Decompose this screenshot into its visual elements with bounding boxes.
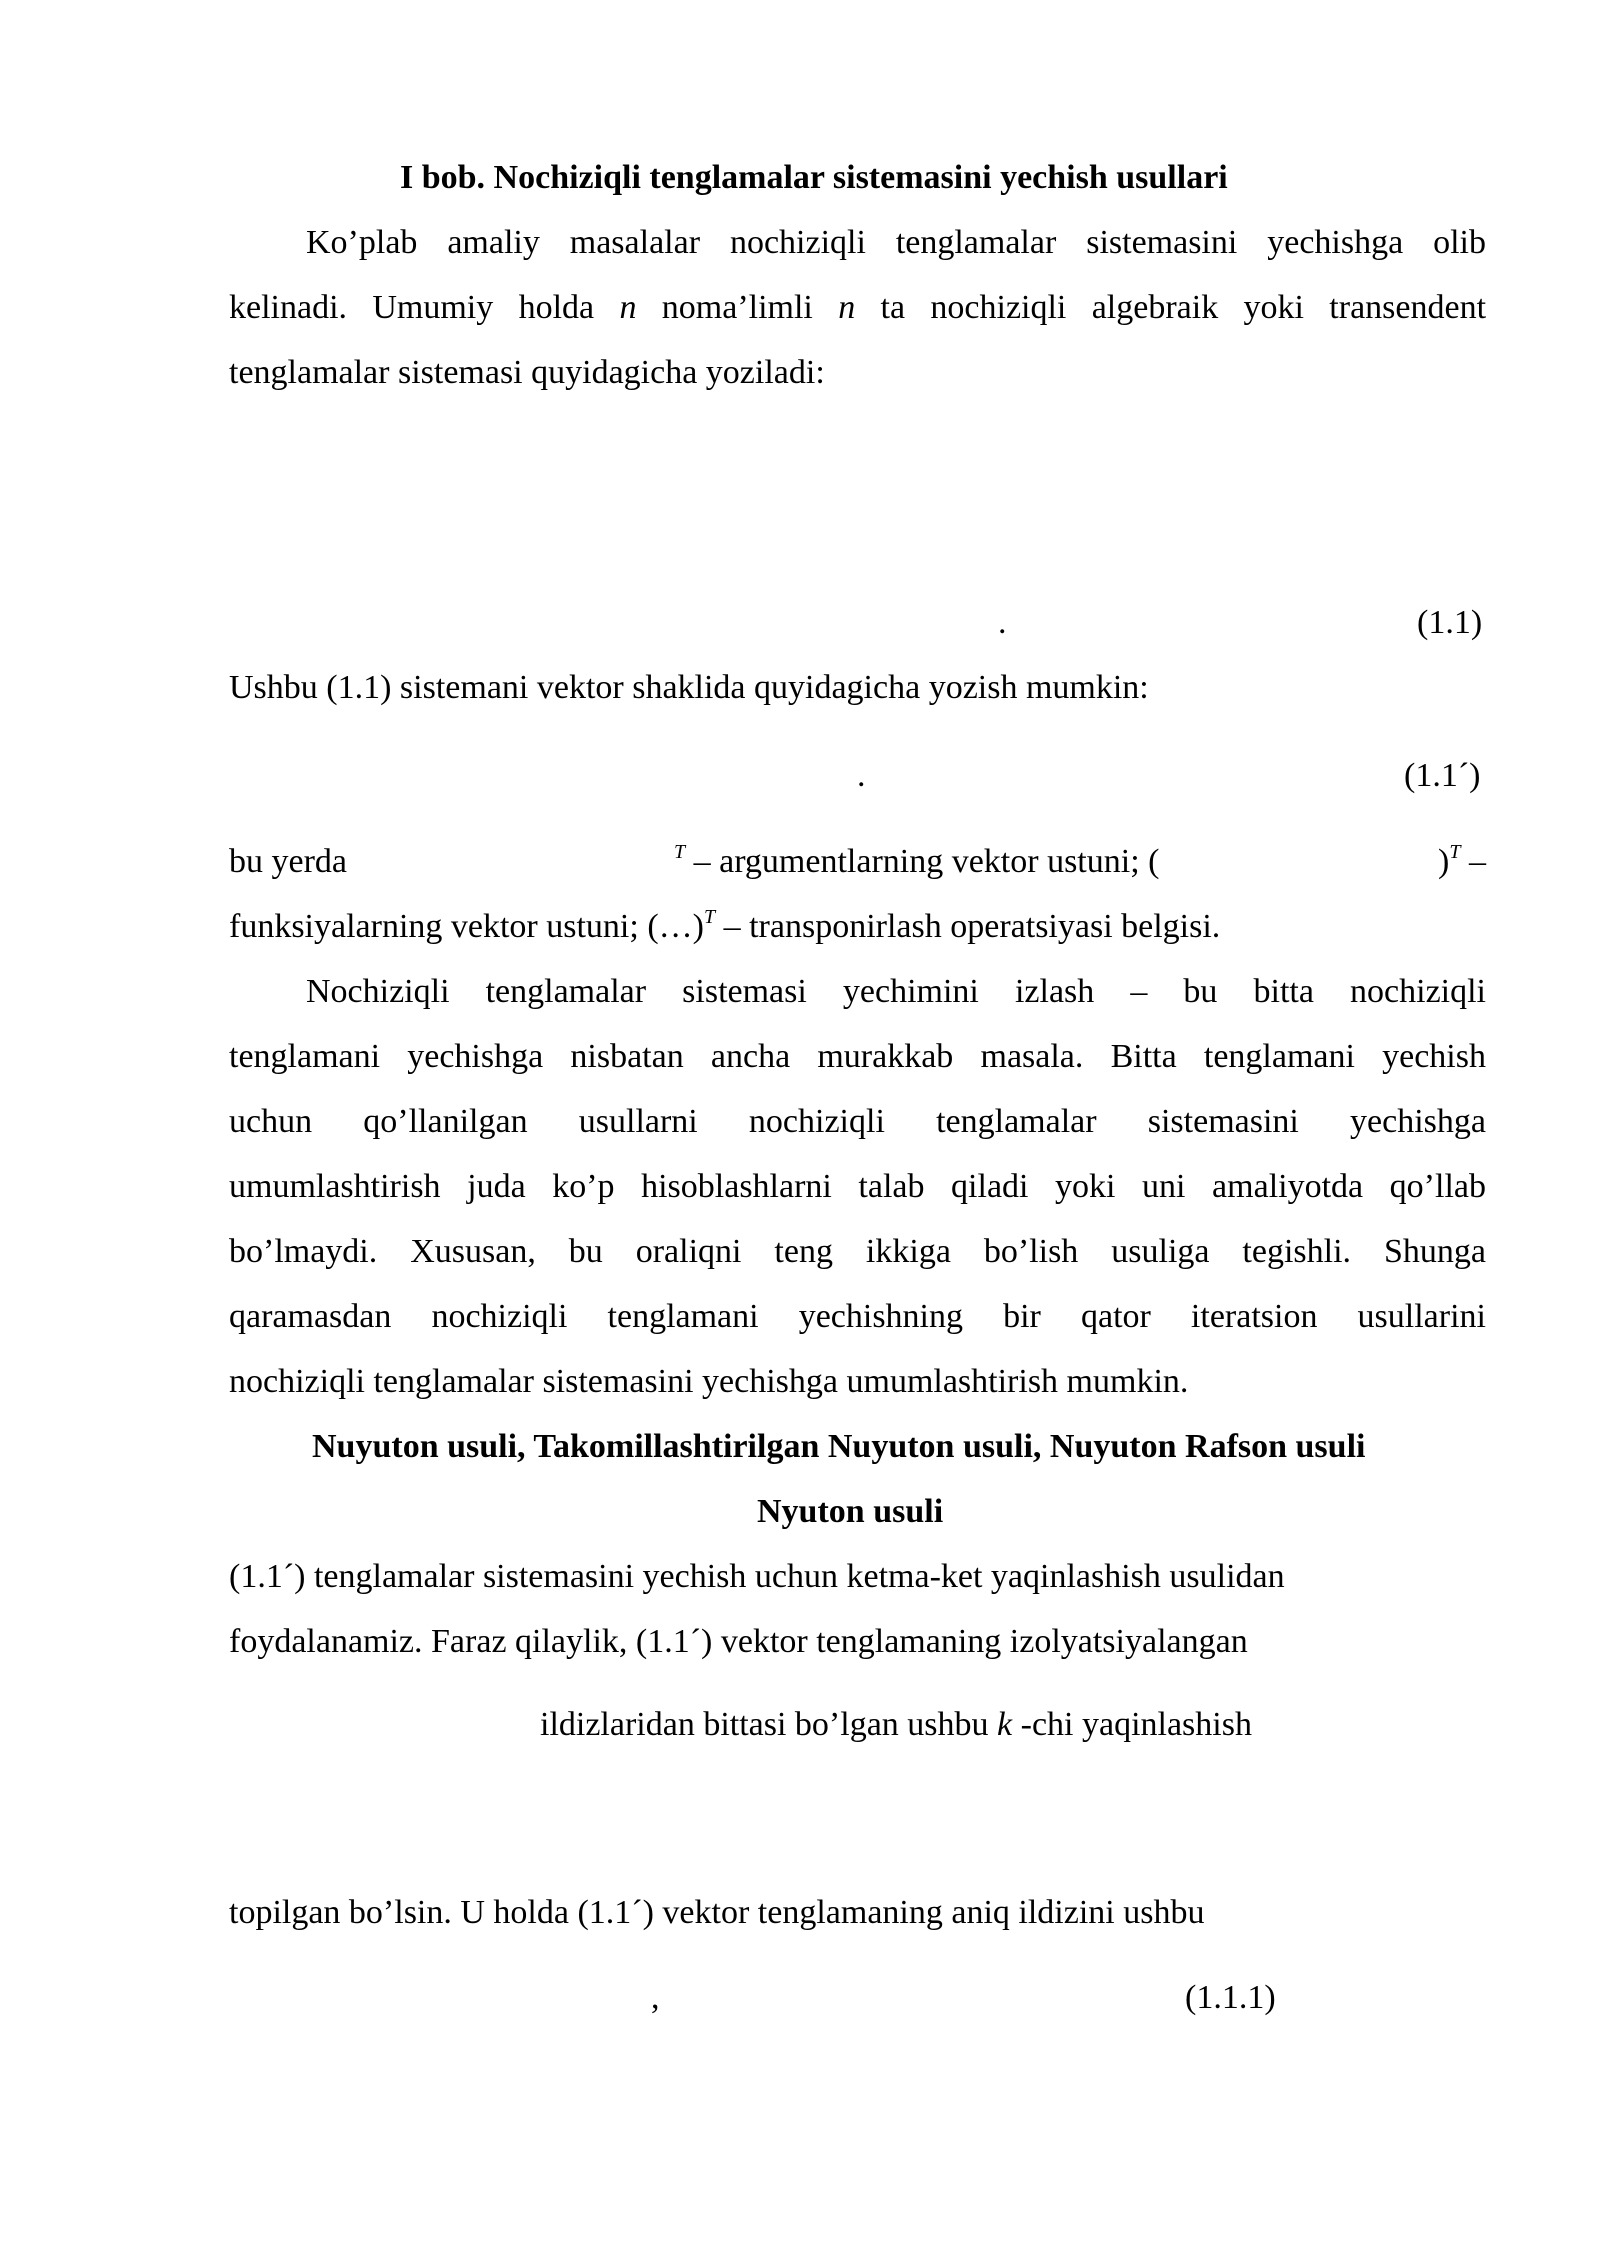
function-vector-end: )$^T$ – [1438,841,1486,880]
var-k: k [997,1706,1013,1743]
para2-line-6: qaramasdan nochiziqli tenglamani yechishning bir qator iteratsion usullarini [229,1298,1486,1335]
equation-number-1-1: (1.1) [1417,604,1483,641]
equation-number-1-1-1: (1.1.1) [1185,1979,1276,2016]
para2-line-3: uchun qo’llanilgan usullarni nochiziqli tenglamalar sistemasini yechishga [229,1103,1486,1140]
section-title: Nuyuton usuli, Takomillashtirilgan Nuyuton usuli, Nuyuton Rafson usuli [312,1428,1366,1465]
para3-line-1: (1.1´) tenglamalar sistemasini yechish uchun ketma-ket yaqinlashish usulidan [229,1558,1285,1595]
equation-number-1-1-prime: (1.1´) [1404,757,1481,794]
var-n: n [838,289,856,326]
intro-line-3: tenglamalar sistemasi quyidagicha yoziladi: [229,354,825,391]
equation-1-1-prime-dot: . [857,757,866,794]
equation-1-1-dot: . [998,604,1007,641]
intro-line-2: kelinadi. Umumiy holda n noma’limli n ta nochiziqli algebraik yoki transendent [229,289,1487,326]
chapter-heading: I bob. Nochiziqli tenglamalar sistemasini yechish usullari [400,159,1228,196]
equation-1-1-1-comma: , [651,1979,660,2016]
intro-line-1: Ko’plab amaliy masalalar nochiziqli tenglamalar sistemasini yechishga olib [306,224,1486,261]
subsection-title: Nyuton usuli [757,1493,944,1530]
para3-line-3: ildizlaridan bittasi bo’lgan ushbu k -chi yaqinlashish [540,1706,1252,1743]
para2-line-4: umumlashtirish juda ko’p hisoblashlarni talab qiladi yoki uni amaliyotda qo’llab [229,1168,1486,1205]
buyerda-label: bu yerda [229,843,348,880]
var-n: n [619,289,637,326]
vector-intro: Ushbu (1.1) sistemani vektor shaklida quyidagicha yozish mumkin: [229,669,1149,706]
para2-line-2: tenglamani yechishga nisbatan ancha murakkab masala. Bitta tenglamani yechish [229,1038,1486,1075]
para2-line-5: bo’lmaydi. Xususan, bu oraliqni teng ikkiga bo’lish usuliga tegishli. Shunga [229,1233,1486,1270]
para3-line-2: foydalanamiz. Faraz qilaylik, (1.1´) vektor tenglamaning izolyatsiyalangan [229,1623,1248,1660]
para3-line-4: topilgan bo’lsin. U holda (1.1´) vektor tenglamaning aniq ildizini ushbu [229,1894,1205,1931]
para2-line-1: Nochiziqli tenglamalar sistemasi yechimini izlash – bu bitta nochiziqli [306,973,1486,1010]
argument-vector-text: $^T$ – argumentlarning vektor ustuni; ( [674,841,1160,880]
para2-line-7: nochiziqli tenglamalar sistemasini yechishga umumlashtirish mumkin. [229,1363,1189,1400]
buyerda-line-2: funksiyalarning vektor ustuni; (…)$^T$ – transponirlash operatsiyasi belgisi. [229,906,1221,945]
